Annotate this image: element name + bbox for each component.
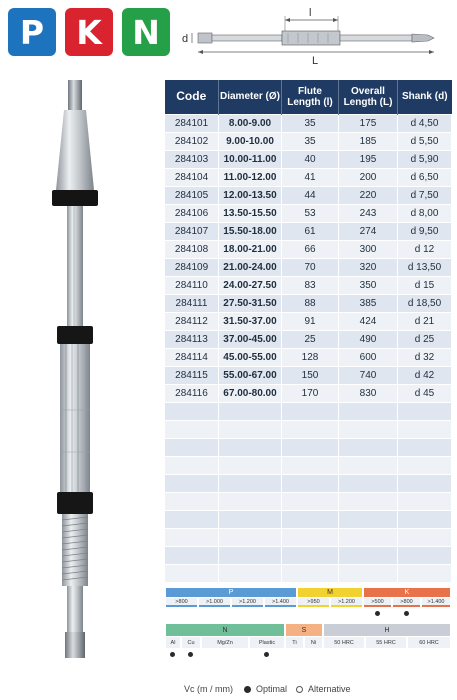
diagram-label-l: l (309, 7, 312, 19)
cell-diameter: 9.00-10.00 (219, 132, 282, 150)
cell-diameter: 31.50-37.00 (219, 312, 282, 330)
cell-diameter (219, 528, 282, 546)
cell-code (165, 510, 219, 528)
table-row (165, 222, 452, 240)
cell-diameter: 13.50-15.50 (219, 204, 282, 222)
cell-diameter: 37.00-45.00 (219, 330, 282, 348)
cell-diameter: 24.00-27.50 (219, 276, 282, 294)
material-group-m: M (298, 588, 362, 597)
table-row (165, 438, 452, 456)
cell-flute-length: 40 (282, 150, 339, 168)
cell-diameter (219, 546, 282, 564)
table-header-row (165, 80, 452, 114)
material-sub: >1.000 (199, 598, 230, 607)
col-header-overall-length: Overall Length (L) (339, 80, 398, 114)
material-sub: 60 HRC (408, 637, 450, 648)
cell-code: 284116 (165, 384, 219, 402)
table-row (165, 564, 452, 582)
dimension-diagram (178, 4, 448, 66)
cell-flute-length (282, 564, 339, 582)
cell-shank: d 42 (398, 366, 452, 384)
cell-flute-length: 35 (282, 132, 339, 150)
cell-diameter: 18.00-21.00 (219, 240, 282, 258)
cell-overall-length (339, 456, 398, 474)
cell-shank: d 13,50 (398, 258, 452, 276)
cell-overall-length: 320 (339, 258, 398, 276)
col-header-shank: Shank (d) (398, 80, 452, 114)
cell-diameter: 55.00-67.00 (219, 366, 282, 384)
material-sub: >950 (298, 598, 329, 607)
cell-code: 284114 (165, 348, 219, 366)
table-row (165, 258, 452, 276)
table-row (165, 240, 452, 258)
cell-code (165, 564, 219, 582)
table-body (165, 114, 452, 582)
cell-flute-length: 35 (282, 114, 339, 132)
cell-shank (398, 438, 452, 456)
material-sub: >800 (166, 598, 197, 607)
cell-code: 284111 (165, 294, 219, 312)
cell-shank: d 45 (398, 384, 452, 402)
table-row (165, 150, 452, 168)
optimal-dot (264, 652, 269, 657)
cell-shank (398, 420, 452, 438)
cell-flute-length: 70 (282, 258, 339, 276)
material-sub: 50 HRC (324, 637, 364, 648)
cell-flute-length: 88 (282, 294, 339, 312)
cell-flute-length: 41 (282, 168, 339, 186)
cell-flute-length: 83 (282, 276, 339, 294)
table-row (165, 546, 452, 564)
material-sub: Cu (182, 637, 200, 648)
table-row (165, 186, 452, 204)
cell-code (165, 456, 219, 474)
table-row (165, 276, 452, 294)
diagram-label-d: d (182, 33, 189, 45)
table-row (165, 132, 452, 150)
cell-diameter: 67.00-80.00 (219, 384, 282, 402)
cell-shank: d 5,50 (398, 132, 452, 150)
cell-flute-length: 53 (282, 204, 339, 222)
cell-code (165, 546, 219, 564)
cell-code (165, 438, 219, 456)
table-row (165, 492, 452, 510)
table-row (165, 168, 452, 186)
table-row (165, 114, 452, 132)
cell-diameter: 21.00-24.00 (219, 258, 282, 276)
cell-code (165, 528, 219, 546)
table-row (165, 204, 452, 222)
cell-shank: d 21 (398, 312, 452, 330)
cell-flute-length: 25 (282, 330, 339, 348)
optimal-dot (375, 611, 380, 616)
material-sub: >1.400 (265, 598, 296, 607)
cell-overall-length: 424 (339, 312, 398, 330)
cell-shank: d 32 (398, 348, 452, 366)
cell-diameter (219, 510, 282, 528)
diagram-label-L: L (312, 55, 319, 66)
badge-p: P (8, 8, 56, 56)
cell-flute-length (282, 474, 339, 492)
table-row (165, 402, 452, 420)
cell-overall-length: 243 (339, 204, 398, 222)
legend-optimal: Optimal (256, 684, 288, 694)
cell-overall-length: 830 (339, 384, 398, 402)
table-row (165, 348, 452, 366)
cell-shank (398, 510, 452, 528)
table-row (165, 510, 452, 528)
optimal-dot (170, 652, 175, 657)
cell-overall-length (339, 528, 398, 546)
reamer-spec-table (164, 80, 452, 583)
cell-code: 284101 (165, 114, 219, 132)
cell-overall-length (339, 438, 398, 456)
reamer-tool-image (30, 80, 130, 660)
optimal-dot (188, 652, 193, 657)
cell-code: 284105 (165, 186, 219, 204)
cell-overall-length: 490 (339, 330, 398, 348)
cell-overall-length (339, 564, 398, 582)
cell-flute-length (282, 546, 339, 564)
material-sub: Al (166, 637, 180, 648)
cell-code (165, 492, 219, 510)
legend-vc: Vc (m / mm) (184, 684, 233, 694)
legend (184, 684, 351, 694)
cell-shank (398, 474, 452, 492)
cell-flute-length: 91 (282, 312, 339, 330)
cell-flute-length: 61 (282, 222, 339, 240)
optimal-dot (404, 611, 409, 616)
cell-diameter: 12.00-13.50 (219, 186, 282, 204)
cell-flute-length: 150 (282, 366, 339, 384)
cell-shank: d 8,00 (398, 204, 452, 222)
cell-code: 284103 (165, 150, 219, 168)
cell-overall-length: 350 (339, 276, 398, 294)
cell-flute-length: 66 (282, 240, 339, 258)
material-sub: Ni (305, 637, 322, 648)
cell-diameter (219, 438, 282, 456)
cell-shank: d 18,50 (398, 294, 452, 312)
cell-diameter: 10.00-11.00 (219, 150, 282, 168)
cell-shank: d 15 (398, 276, 452, 294)
cell-flute-length (282, 528, 339, 546)
cell-flute-length (282, 492, 339, 510)
table-row (165, 312, 452, 330)
cell-overall-length: 200 (339, 168, 398, 186)
cell-flute-length (282, 438, 339, 456)
table-row (165, 528, 452, 546)
material-badges (8, 8, 170, 56)
cell-shank (398, 492, 452, 510)
cell-shank: d 12 (398, 240, 452, 258)
cell-flute-length: 170 (282, 384, 339, 402)
cell-code: 284112 (165, 312, 219, 330)
material-sub: Ti (286, 637, 303, 648)
cell-diameter (219, 456, 282, 474)
cell-flute-length (282, 456, 339, 474)
material-sub: >1.200 (232, 598, 263, 607)
material-group-s: S (286, 624, 322, 636)
cell-shank (398, 546, 452, 564)
cell-shank: d 5,90 (398, 150, 452, 168)
cell-overall-length: 220 (339, 186, 398, 204)
cell-shank (398, 528, 452, 546)
cell-overall-length: 300 (339, 240, 398, 258)
col-header-diameter: Diameter (Ø) (219, 80, 282, 114)
cell-overall-length (339, 402, 398, 420)
material-sub: Plastic (250, 637, 284, 648)
cell-code: 284102 (165, 132, 219, 150)
cell-code: 284104 (165, 168, 219, 186)
cell-code: 284113 (165, 330, 219, 348)
cell-flute-length (282, 510, 339, 528)
cell-code (165, 402, 219, 420)
cell-code: 284110 (165, 276, 219, 294)
table-row (165, 456, 452, 474)
cell-shank: d 25 (398, 330, 452, 348)
material-group-n: N (166, 624, 284, 636)
cell-diameter: 45.00-55.00 (219, 348, 282, 366)
cell-diameter (219, 564, 282, 582)
cell-shank: d 4,50 (398, 114, 452, 132)
material-sub: >1.400 (422, 598, 450, 607)
badge-k: K (65, 8, 113, 56)
cell-overall-length: 274 (339, 222, 398, 240)
col-header-code: Code (165, 80, 219, 114)
material-sub: Mg/Zn (202, 637, 248, 648)
cell-overall-length: 175 (339, 114, 398, 132)
cell-code: 284109 (165, 258, 219, 276)
table-row (165, 474, 452, 492)
alternative-circle-icon (296, 686, 303, 693)
material-group-k: K (364, 588, 450, 597)
legend-alternative: Alternative (308, 684, 351, 694)
cell-shank (398, 564, 452, 582)
cell-code: 284106 (165, 204, 219, 222)
cell-diameter (219, 402, 282, 420)
cell-shank: d 7,50 (398, 186, 452, 204)
cell-overall-length: 385 (339, 294, 398, 312)
material-sub: 55 HRC (366, 637, 406, 648)
cell-diameter (219, 420, 282, 438)
table-row (165, 384, 452, 402)
cell-shank (398, 402, 452, 420)
cell-diameter (219, 492, 282, 510)
material-sub: >800 (393, 598, 420, 607)
cell-overall-length: 600 (339, 348, 398, 366)
cell-diameter: 15.50-18.00 (219, 222, 282, 240)
cell-diameter (219, 474, 282, 492)
cell-code: 284115 (165, 366, 219, 384)
optimal-dot-icon (244, 686, 251, 693)
badge-n: N (122, 8, 170, 56)
cell-code: 284107 (165, 222, 219, 240)
cell-overall-length (339, 492, 398, 510)
material-sub: >1.200 (331, 598, 362, 607)
material-group-h: H (324, 624, 450, 636)
cell-overall-length: 195 (339, 150, 398, 168)
cell-diameter: 8.00-9.00 (219, 114, 282, 132)
cell-shank: d 9,50 (398, 222, 452, 240)
cell-flute-length (282, 420, 339, 438)
cell-overall-length (339, 474, 398, 492)
cell-diameter: 11.00-12.00 (219, 168, 282, 186)
cell-overall-length (339, 420, 398, 438)
cell-overall-length (339, 510, 398, 528)
cell-diameter: 27.50-31.50 (219, 294, 282, 312)
table-row (165, 294, 452, 312)
cell-code: 284108 (165, 240, 219, 258)
material-group-p: P (166, 588, 296, 597)
cell-overall-length (339, 546, 398, 564)
cell-overall-length: 185 (339, 132, 398, 150)
table-row (165, 366, 452, 384)
cell-code (165, 420, 219, 438)
cell-flute-length (282, 402, 339, 420)
cell-shank (398, 456, 452, 474)
cell-flute-length: 128 (282, 348, 339, 366)
table-row (165, 330, 452, 348)
material-sub: >500 (364, 598, 391, 607)
col-header-flute-length: Flute Length (l) (282, 80, 339, 114)
cell-overall-length: 740 (339, 366, 398, 384)
cell-code (165, 474, 219, 492)
cell-flute-length: 44 (282, 186, 339, 204)
cell-shank: d 6,50 (398, 168, 452, 186)
table-row (165, 420, 452, 438)
